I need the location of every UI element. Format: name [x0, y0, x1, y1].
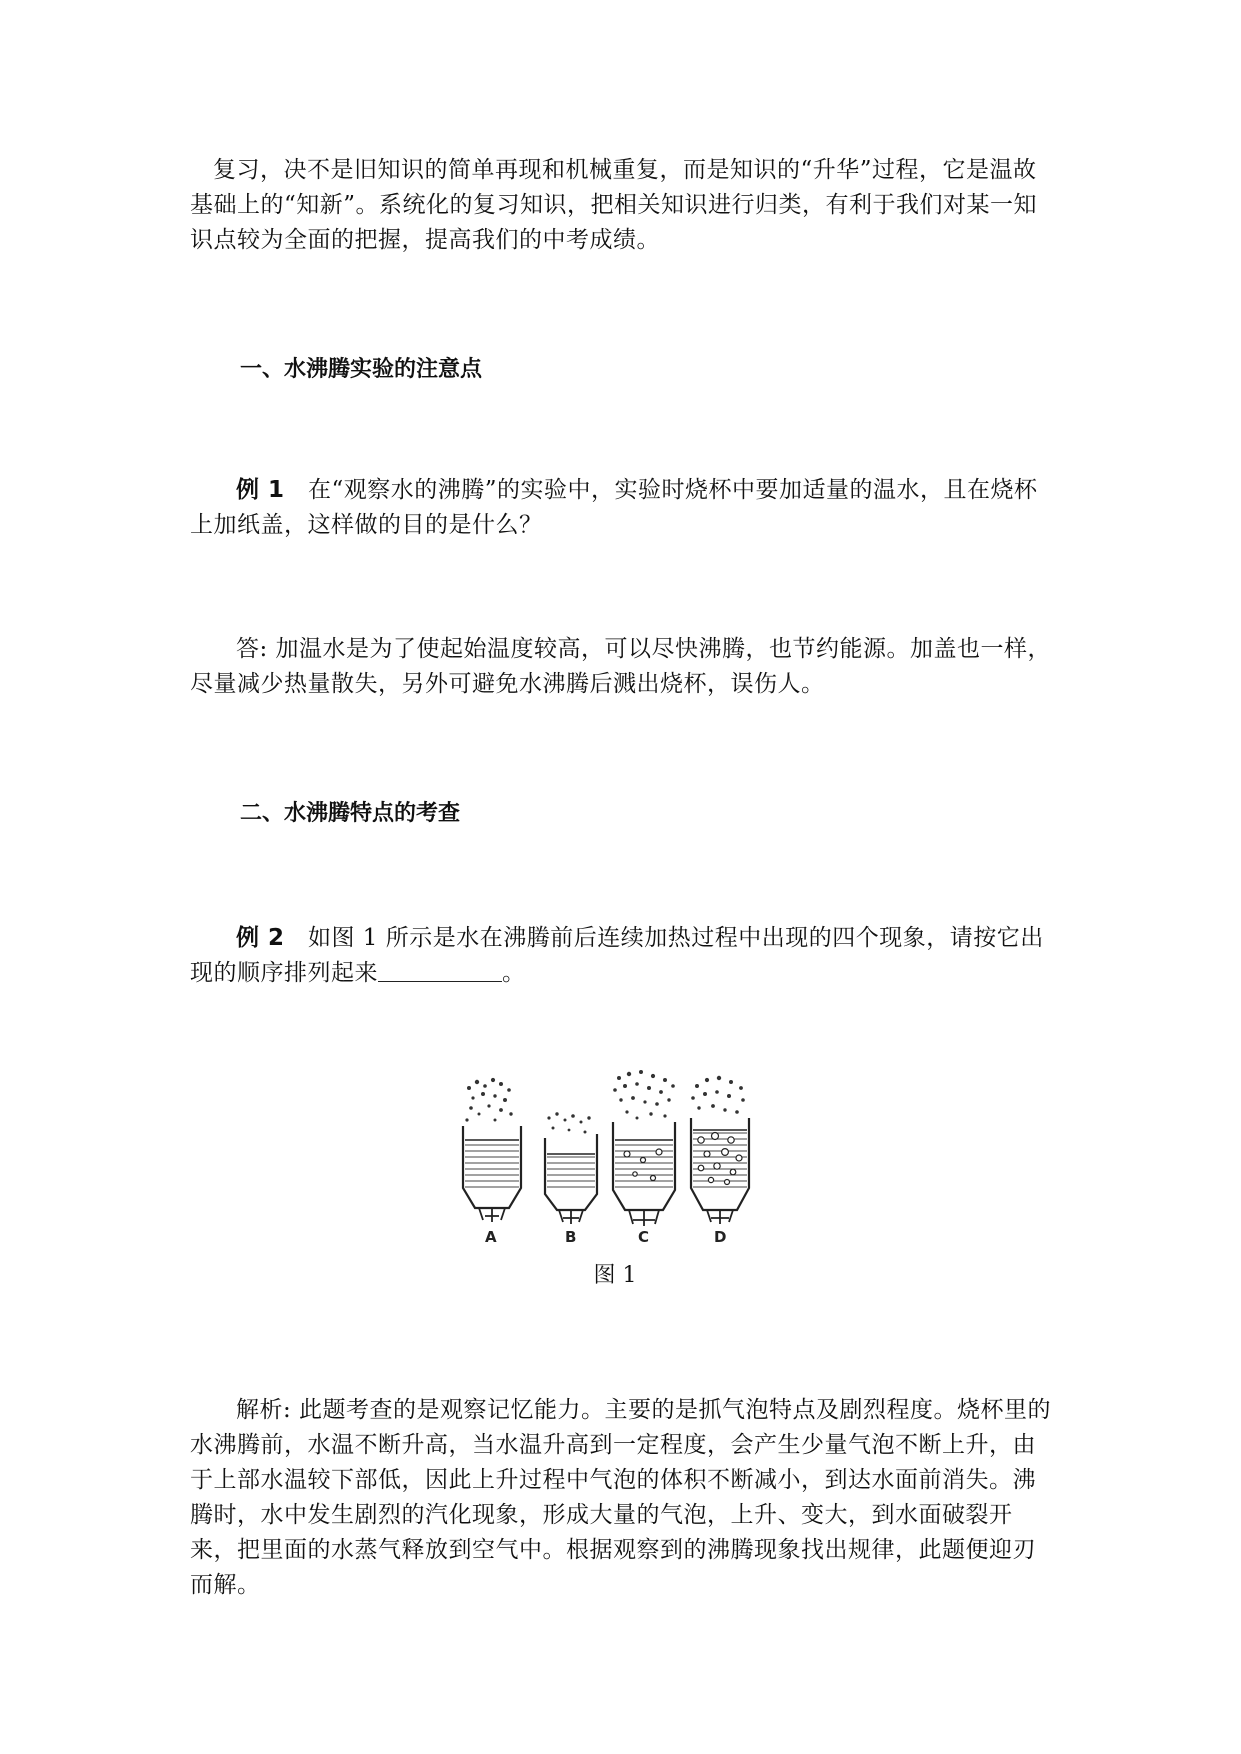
- beaker-c: [613, 1070, 675, 1246]
- beaker-c-steam: [613, 1070, 675, 1120]
- example-1-label: 例 1: [236, 477, 285, 503]
- section-2-heading: 二、水沸腾特点的考查: [240, 801, 461, 826]
- beaker-label-c: C: [638, 1228, 650, 1246]
- figure-1-caption: 图 1: [593, 1263, 637, 1288]
- beaker-label-b: B: [565, 1228, 577, 1246]
- beaker-label-a: A: [485, 1228, 497, 1246]
- section-1-heading: 一、水沸腾实验的注意点: [240, 357, 483, 382]
- beaker-d-steam: [691, 1076, 745, 1114]
- beaker-a-steam: [465, 1078, 512, 1122]
- beaker-a: [463, 1078, 521, 1246]
- beaker-label-d: D: [714, 1228, 727, 1246]
- beakers-illustration: [455, 1070, 800, 1270]
- example-1-text: 在“观察水的沸腾”的实验中，实验时烧杯中要加适量的温水，且在烧杯上加纸盖，这样做的目的是什么？: [190, 477, 1038, 538]
- example-2-paragraph: [190, 921, 1058, 991]
- example-2-text-end: 。: [502, 960, 526, 986]
- example-2-text: 如图 1 所示是水在沸腾前后连续加热过程中出现的四个现象，请按它出现的顺序排列起来: [190, 925, 1044, 986]
- intro-paragraph: 复习，决不是旧知识的简单再现和机械重复，而是知识的“升华”过程，它是温故基础上的“知新”。系统化的复习知识，把相关知识进行归类，有利于我们对某一知识点较为全面的把握，提高我们的中考成绩。: [190, 157, 1038, 253]
- beaker-b-steam: [547, 1112, 590, 1133]
- example-2-label: 例 2: [236, 925, 285, 951]
- example-1-answer: 答: 加温水是为了使起始温度较高，可以尽快沸腾，也节约能源。加盖也一样，尽量减少热量散失，另外可避免水沸腾后溅出烧杯，误伤人。: [190, 636, 1052, 697]
- answer-blank: [378, 957, 502, 982]
- beaker-b: [545, 1112, 597, 1246]
- beaker-d: [691, 1076, 749, 1246]
- figure-1: [455, 1070, 800, 1270]
- analysis-paragraph: 解析: 此题考查的是观察记忆能力。主要的是抓气泡特点及剧烈程度。烧杯里的水沸腾前，水温不断升高，当水温升高到一定程度，会产生少量气泡不断上升，由于上部水温较下部低，因此上升过程中气泡的体积不断减小，到达水面前消失。沸腾时，水中发生剧烈的汽化现象，形成大量的气泡，上升、变大，到水面破裂开来，把里面的水蒸气释放到空气中。根据观察到的沸腾现象找出规律，此题便迎刃而解。: [190, 1397, 1052, 1598]
- example-1-paragraph: [190, 473, 1058, 543]
